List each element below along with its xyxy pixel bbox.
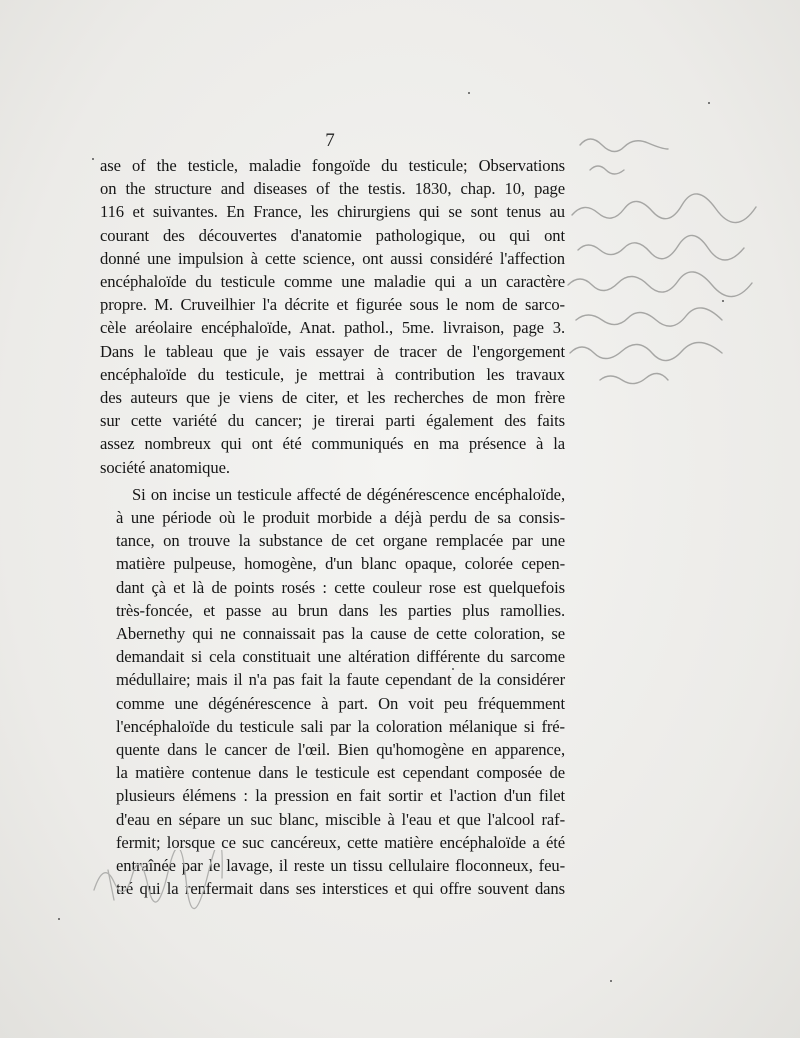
- text-line: dant çà et là de points rosés : cette couleur rose est quelquefois: [116, 577, 565, 597]
- text-line: 116 et suivantes. En France, les chirurgiens qui se sont tenus au: [100, 202, 565, 222]
- text-line: médullaire; mais il n'a pas fait la faute cependant de la considérer: [116, 670, 565, 690]
- handwritten-signature-mark: [88, 850, 228, 910]
- text-line: entraînée par le lavage, il reste un tissu cellulaire floconneux, feu-: [116, 856, 565, 876]
- text-line: encéphaloïde du testicule, je mettrai à contribution les travaux: [100, 364, 565, 384]
- text-line: ase of the testicle, maladie fongoïde du testicule; Observations: [100, 156, 565, 175]
- text-line: matière pulpeuse, homogène, d'un blanc opaque, colorée cepen-: [116, 554, 565, 574]
- text-line: Dans le tableau que je vais essayer de tracer de l'engorgement: [100, 341, 565, 361]
- text-line: société anatomique.: [100, 457, 230, 477]
- text-line: assez nombreux qui ont été communiqués en ma présence à la: [100, 434, 565, 454]
- text-line: on the structure and diseases of the testis. 1830, chap. 10, page: [100, 179, 565, 199]
- text-line: d'eau en sépare un suc blanc, miscible à l'eau et que l'alcool raf-: [116, 809, 565, 829]
- text-line: à une période où le produit morbide a déjà perdu de sa consis-: [116, 508, 565, 528]
- text-line: cèle aréolaire encéphaloïde, Anat. pathol., 5me. livraison, page 3.: [100, 318, 565, 338]
- text-line: donné une impulsion à cette science, ont aussi considéré l'affection: [100, 248, 565, 268]
- text-line: propre. M. Cruveilhier l'a décrite et figurée sous le nom de sarco-: [100, 295, 565, 315]
- text-line: plusieurs élémens : la pression en fait sortir et l'action d'un filet: [116, 786, 565, 806]
- text-line: fermit; lorsque ce suc cancéreux, cette matière encéphaloïde a été: [116, 832, 565, 852]
- text-line: Si on incise un testicule affecté de dégénérescence encéphaloïde,: [132, 484, 565, 504]
- handwritten-margin-annotation: [560, 125, 798, 395]
- text-line: tance, on trouve la substance de cet organe remplacée par une: [116, 531, 565, 551]
- text-line: très-foncée, et passe au brun dans les parties plus ramollies.: [116, 600, 565, 620]
- text-line: courant des découvertes d'anatomie pathologique, ou qui ont: [100, 225, 565, 245]
- text-line: la matière contenue dans le testicule est cependant composée de: [116, 763, 565, 783]
- paragraph-2: [100, 483, 565, 901]
- text-line: quente dans le cancer de l'œil. Bien qu'homogène en apparence,: [116, 740, 565, 760]
- text-line: des auteurs que je viens de citer, et les recherches de mon frère: [100, 388, 565, 408]
- text-line: l'encéphaloïde du testicule sali par la coloration mélanique si fré-: [116, 716, 565, 736]
- text-line: sur cette variété du cancer; je tirerai parti également des faits: [100, 411, 565, 431]
- text-line: Abernethy qui ne connaissait pas la cause de cette coloration, se: [116, 624, 565, 644]
- text-line: encéphaloïde du testicule comme une maladie qui a un caractère: [100, 272, 565, 292]
- text-line: tré qui la renfermait dans ses interstices et qui offre souvent dans: [116, 879, 565, 899]
- body-text: [100, 154, 565, 901]
- page-number: 7: [325, 130, 335, 151]
- text-line: comme une dégénérescence à part. On voit peu fréquemment: [116, 693, 565, 713]
- paragraph-1: [100, 154, 565, 479]
- text-line: demandait si cela constituait une altération différente du sarcome: [116, 647, 565, 667]
